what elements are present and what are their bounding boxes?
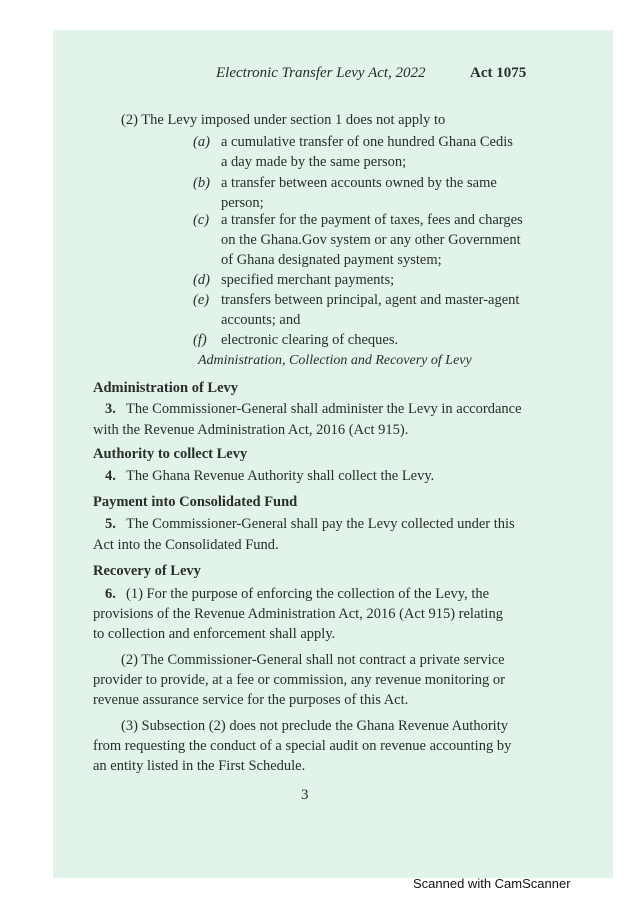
part-heading: Administration, Collection and Recovery of Levy [198, 353, 472, 368]
section-6-p3-line-1: (3) Subsection (2) does not preclude the Ghana Revenue Authority [121, 718, 508, 734]
page-number: 3 [301, 787, 309, 803]
section-6-p1-line-2: provisions of the Revenue Administration Act, 2016 (Act 915) relating [93, 606, 503, 622]
section-3-number: 3. [105, 401, 116, 417]
section-6-p1-line-1: (1) For the purpose of enforcing the collection of the Levy, the [126, 586, 490, 602]
section-4-number: 4. [105, 468, 116, 484]
item-c-line-3: of Ghana designated payment system; [221, 252, 442, 268]
item-c-line-1: a transfer for the payment of taxes, fees and charges [221, 212, 523, 228]
section-6-p2-line-3: revenue assurance service for the purposes of this Act. [93, 692, 409, 708]
section-2-intro: (2) The Levy imposed under section 1 does not apply to [121, 112, 446, 128]
section-3-line-2: with the Revenue Administration Act, 2016 (Act 915). [93, 422, 409, 438]
section-6-p3-line-2: from requesting the conduct of a special audit on revenue accounting by [93, 738, 512, 754]
section-6-p1-line-3: to collection and enforcement shall apply. [93, 626, 336, 642]
item-f-line-1: electronic clearing of cheques. [221, 332, 399, 348]
section-3-heading: Administration of Levy [93, 380, 238, 396]
item-a-line-1: a cumulative transfer of one hundred Ghana Cedis [221, 134, 513, 150]
item-a-label: (a) [193, 134, 210, 150]
section-6-number: 6. [105, 586, 116, 602]
item-b-label: (b) [193, 175, 210, 191]
section-4-line-1: The Ghana Revenue Authority shall collect the Levy. [126, 468, 435, 484]
section-4-heading: Authority to collect Levy [93, 446, 248, 462]
item-d-line-1: specified merchant payments; [221, 272, 395, 288]
section-5-line-2: Act into the Consolidated Fund. [93, 537, 279, 553]
item-e-label: (e) [193, 292, 210, 308]
section-3-line-1: The Commissioner-General shall administer the Levy in accordance [126, 401, 522, 417]
running-header-act: Act 1075 [470, 65, 527, 81]
section-6-heading: Recovery of Levy [93, 563, 201, 579]
section-6-p3-line-3: an entity listed in the First Schedule. [93, 758, 306, 774]
section-5-line-1: The Commissioner-General shall pay the Levy collected under this [126, 516, 515, 532]
item-e-line-1: transfers between principal, agent and master-agent [221, 292, 520, 308]
item-f-label: (f) [193, 332, 207, 348]
running-header-title: Electronic Transfer Levy Act, 2022 [216, 65, 426, 81]
scanner-watermark: Scanned with CamScanner [413, 876, 571, 891]
item-e-line-2: accounts; and [221, 312, 301, 328]
item-c-line-2: on the Ghana.Gov system or any other Government [221, 232, 521, 248]
item-d-label: (d) [193, 272, 210, 288]
item-b-line-1: a transfer between accounts owned by the same [221, 175, 497, 191]
document-page [53, 30, 613, 878]
item-c-label: (c) [193, 212, 210, 228]
section-6-p2-line-2: provider to provide, at a fee or commission, any revenue monitoring or [93, 672, 505, 688]
section-6-p2-line-1: (2) The Commissioner-General shall not contract a private service [121, 652, 505, 668]
item-b-line-2: person; [221, 195, 264, 211]
section-5-number: 5. [105, 516, 116, 532]
item-a-line-2: a day made by the same person; [221, 154, 407, 170]
section-5-heading: Payment into Consolidated Fund [93, 494, 298, 510]
